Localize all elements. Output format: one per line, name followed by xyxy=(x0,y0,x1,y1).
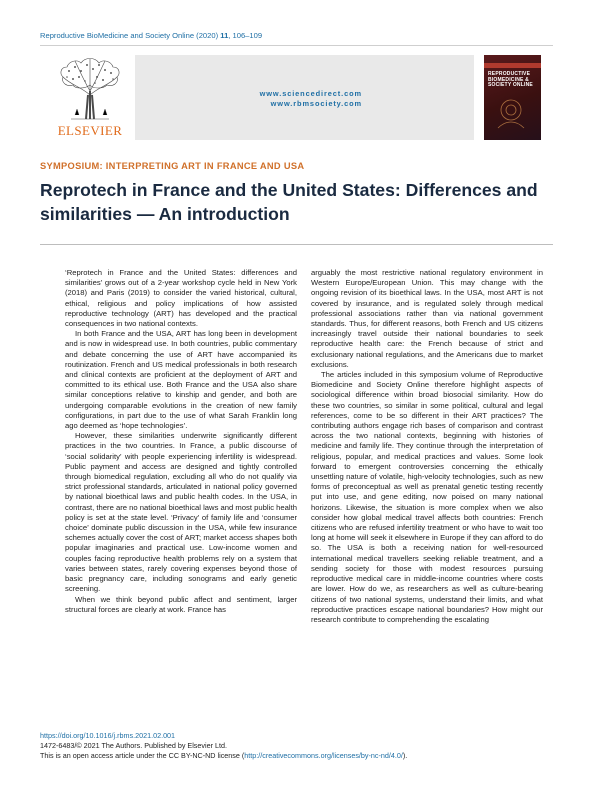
body-column-left xyxy=(65,268,297,615)
paragraph: The articles included in this symposium volume of Reproductive Biomedicine and Society Online therefore highlight aspects of sociological difference within broad biosocial similarity. How do these two countries, so similar in some political, cultural and legal references, come to be so different in their ART practices? The contributing authors engage rich bases of comparison and contrast across the two national contexts, beginning with histories of medicine and family life. They continue through the interpretation of religious, popular, and medical practices and values. Some look forward to emergent controversies concerning the ethically unsettling nature of volatile, high-velocity technologies, such as new forms of preconceptual as well as prenatal genetic testing recently put into use, and gene editing, now poised on many national horizons. Likewise, the situation is more complex when we also consider how global medical travel affects both countries: French citizens who are refused infertility treatment or who have to wait too long at home will seek it elsewhere in Europe if they can afford to do so. The USA is both a receiving nation for well-resourced international medical travellers seeking reliable treatment, and a sending society for those with modest resources pursuing reproductive medical care in middle-income countries where costs are lower. How do we, as researchers as well as culture-bearing citizens of two national systems, understand their limits, and what reproductive practices escape national boundaries? How might our research contribute to comprehending the escalating xyxy=(311,370,543,624)
journal-name[interactable]: Reproductive BioMedicine and Society Online (2020) xyxy=(40,31,219,40)
license-suffix: ). xyxy=(402,751,408,760)
article-footer xyxy=(40,731,407,761)
paragraph: arguably the most restrictive national regulatory environment in Western Europe/European Union. This may change with the ongoing revision of its bioethical laws. In the USA, most ART is not covered by insurance, and is regulated solely through medical professional associations rather than via national government standards. Thus, for different reasons, both French and US citizens increasingly travel outside their national boundaries to seek reproductive health care: the French because of strict and exclusionary national regulations, and the Americans due to market exclusions. xyxy=(311,268,543,369)
page-range: , 106–109 xyxy=(228,31,263,40)
elsevier-wordmark[interactable]: ELSEVIER xyxy=(57,123,123,138)
header-divider xyxy=(40,45,553,46)
rbmsociety-link[interactable]: www.rbmsociety.com xyxy=(270,98,362,108)
section-label: SYMPOSIUM: INTERPRETING ART IN FRANCE AND USA xyxy=(40,161,305,171)
journal-citation xyxy=(40,31,262,40)
cover-title: REPRODUCTIVE BIOMEDICINE & SOCIETY ONLINE xyxy=(488,71,533,89)
journal-cover-thumbnail[interactable] xyxy=(484,55,541,140)
doi-link[interactable]: https://doi.org/10.1016/j.rbms.2021.02.001 xyxy=(40,731,176,740)
body-column-right xyxy=(311,268,543,625)
journal-url-banner xyxy=(135,55,474,140)
paragraph: ‘Reprotech in France and the United States: differences and similarities’ grows out of a 2-year workshop cycle held in New York (2018) and Paris (2019) to consider the varied historical, cultural, ethical, religious and policy implications of how assisted reproductive technology (ART) has developed and the practical consequences in two national contexts. xyxy=(65,268,297,329)
volume-number: 11 xyxy=(220,31,229,40)
license-statement xyxy=(40,751,407,761)
license-link[interactable]: http://creativecommons.org/licenses/by-nc-nd/4.0/ xyxy=(244,751,403,760)
title-divider xyxy=(40,244,553,245)
paragraph: In both France and the USA, ART has long been in development and is now in widespread use. In both countries, public commentary and debate concerning the use of ART have accompanied its routinization. French and US medical professionals in both research and clinical contexts are proficient at the deployment of ART and committed to its ethical use. Both France and the USA also share similar conceptions relative to kinship and gender, and both are undergoing comparable evolutions in the creation of new family configurations, in part due to the use of what Sarah Franklin long ago deemed as ‘hope technologies’. xyxy=(65,329,297,431)
paragraph: When we think beyond public affect and sentiment, larger structural forces are clearly at work. France has xyxy=(65,594,297,614)
article-title: Reprotech in France and the United States: Differences and similarities — An introduction xyxy=(40,180,538,224)
cover-band xyxy=(484,63,541,68)
cover-artwork xyxy=(494,92,528,134)
sciencedirect-link[interactable]: www.sciencedirect.com xyxy=(259,89,362,98)
paragraph: However, these similarities underwrite significantly different practices in the two countries. In France, a public discourse of ‘social solidarity’ with people experiencing infertility is widespread. Public payment and access are designed and tightly controlled through biomedical regulation, excluding all who do not qualify via strict professional standards, articulated in national policy governed by national bioethical laws and public health codes. In the USA, in contrast, there are no national bioethical laws and most public health policy is set at the state level. ‘Privacy’ of family life and ‘consumer choice’ dominate public discussion in the USA, while few insurance schemes actually cover the cost of ART; market access shapes both popular imaginaries and practical use. Low-income women and couples facing reproductive health problems rely on a system that varies between states, rarely covering expenses beyond those of basic pregnancy care, including sonograms and early genetic screening. xyxy=(65,431,297,594)
license-prefix: This is an open access article under the CC BY-NC-ND license ( xyxy=(40,751,245,760)
issn-copyright: 1472-6483/© 2021 The Authors. Published by Elsevier Ltd. xyxy=(40,741,227,750)
